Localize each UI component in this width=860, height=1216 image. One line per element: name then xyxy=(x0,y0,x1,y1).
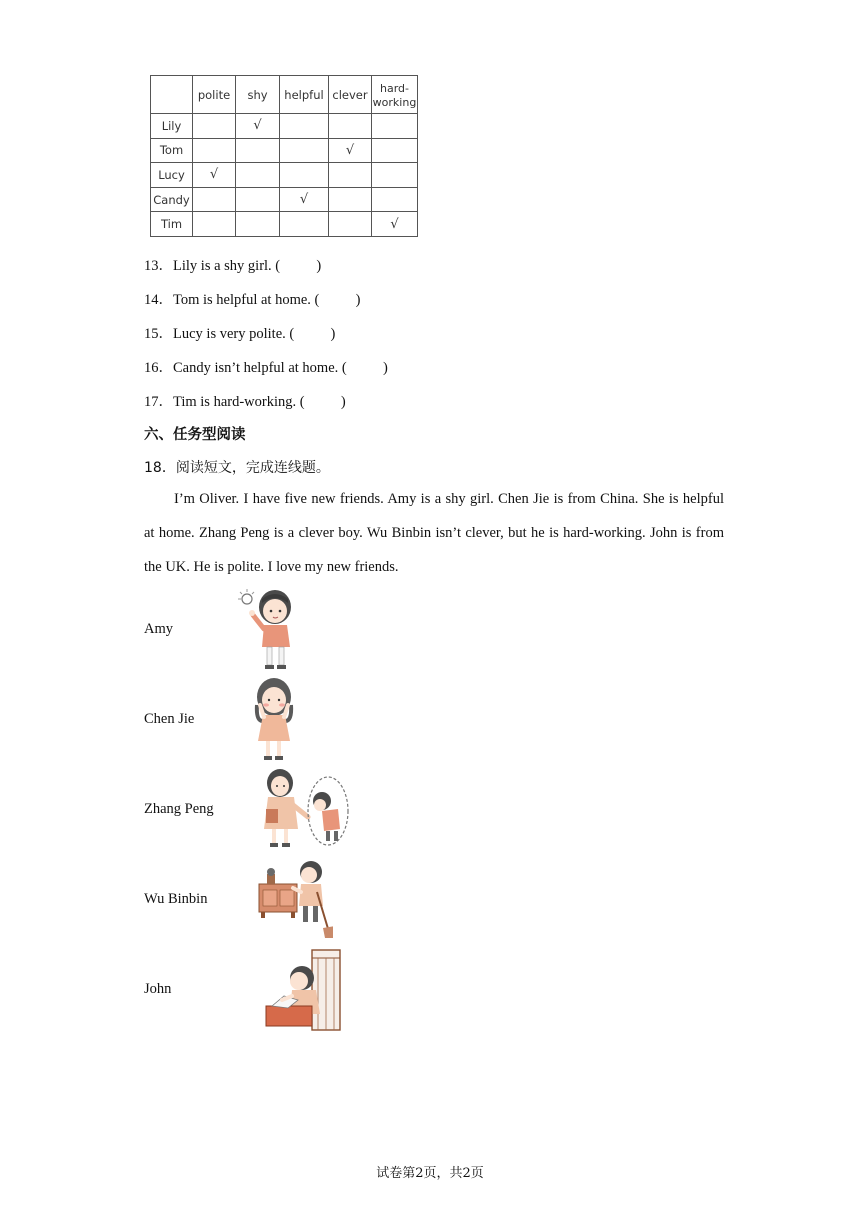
cell-hard-working xyxy=(372,163,418,188)
page-footer: 试卷第2页，共2页 xyxy=(376,1166,484,1181)
table-row xyxy=(151,114,418,139)
question-13 xyxy=(144,254,321,275)
name-john: John xyxy=(144,981,172,997)
question-text: Candy isn’t helpful at home. ( ) xyxy=(173,360,388,376)
question-number: 14． xyxy=(144,292,173,308)
cell-hard-working xyxy=(372,138,418,163)
header-working: working xyxy=(372,95,417,109)
check-mark: √ xyxy=(390,216,399,232)
header-hard: hard- xyxy=(380,81,409,95)
cleaning-boy-illustration xyxy=(253,858,333,940)
question-18-instruction: 18．阅读短文，完成连线题。 xyxy=(144,460,330,476)
cell-shy xyxy=(236,187,280,212)
question-text: Lucy is very polite. ( ) xyxy=(173,326,336,342)
cell-helpful xyxy=(280,138,329,163)
shy-girl-illustration xyxy=(248,675,298,763)
cell-hard-working xyxy=(372,212,418,237)
row-label-lucy: Lucy xyxy=(151,163,193,188)
cell-shy xyxy=(236,212,280,237)
cell-hard-working xyxy=(372,114,418,139)
row-label-tim: Tim xyxy=(151,212,193,237)
name-wu-binbin: Wu Binbin xyxy=(144,891,208,907)
traits-table-wrapper xyxy=(150,75,418,237)
table-row xyxy=(151,138,418,163)
cell-shy xyxy=(236,138,280,163)
cell-helpful xyxy=(280,163,329,188)
header-shy: shy xyxy=(236,76,280,114)
question-14 xyxy=(144,288,360,309)
row-label-tom: Tom xyxy=(151,138,193,163)
name-amy: Amy xyxy=(144,621,173,637)
cell-clever xyxy=(329,212,372,237)
cell-clever xyxy=(329,163,372,188)
cell-helpful xyxy=(280,114,329,139)
name-chen-jie: Chen Jie xyxy=(144,711,195,727)
question-number: 17． xyxy=(144,394,173,410)
cell-clever xyxy=(329,187,372,212)
header-helpful: helpful xyxy=(280,76,329,114)
table-header-row xyxy=(151,76,418,114)
table-row xyxy=(151,163,418,188)
row-label-candy: Candy xyxy=(151,187,193,212)
question-text: Tim is hard-working. ( ) xyxy=(173,394,346,410)
question-17 xyxy=(144,390,346,411)
cell-polite xyxy=(193,114,236,139)
cell-shy xyxy=(236,163,280,188)
idea-girl-illustration xyxy=(235,585,305,671)
question-number: 13． xyxy=(144,258,173,274)
cell-clever xyxy=(329,114,372,139)
header-hard-working xyxy=(372,76,418,114)
question-16 xyxy=(144,356,388,377)
name-zhang-peng: Zhang Peng xyxy=(144,801,214,817)
cell-polite xyxy=(193,212,236,237)
table-corner-cell xyxy=(151,76,193,114)
question-number: 16． xyxy=(144,360,173,376)
cell-hard-working xyxy=(372,187,418,212)
row-label-lily: Lily xyxy=(151,114,193,139)
table-row xyxy=(151,212,418,237)
table-row xyxy=(151,187,418,212)
traits-table xyxy=(150,75,418,237)
cell-helpful xyxy=(280,212,329,237)
question-text: Tom is helpful at home. ( ) xyxy=(173,292,361,308)
question-15 xyxy=(144,322,335,343)
header-clever: clever xyxy=(329,76,372,114)
section-heading: 六、任务型阅读 xyxy=(144,427,246,443)
header-polite: polite xyxy=(193,76,236,114)
cell-polite xyxy=(193,138,236,163)
check-mark: √ xyxy=(253,118,262,134)
cell-clever xyxy=(329,138,372,163)
question-text: Lily is a shy girl. ( ) xyxy=(173,258,322,274)
cell-polite xyxy=(193,163,236,188)
studying-boy-illustration xyxy=(262,948,346,1032)
cell-shy xyxy=(236,114,280,139)
polite-greeting-illustration xyxy=(260,765,352,851)
cell-polite xyxy=(193,187,236,212)
check-mark: √ xyxy=(345,142,355,158)
question-number: 15． xyxy=(144,326,173,342)
check-mark: √ xyxy=(209,167,219,183)
reading-passage: I’m Oliver. I have five new friends. Amy is a shy girl. Chen Jie is from China. She is helpful at home. Zhang Peng is a clever boy. Wu Binbin isn’t clever, but he is hard-working. John is from the UK. He is polite. I love my new friends. xyxy=(144,491,724,575)
check-mark: √ xyxy=(299,192,309,208)
cell-helpful xyxy=(280,187,329,212)
